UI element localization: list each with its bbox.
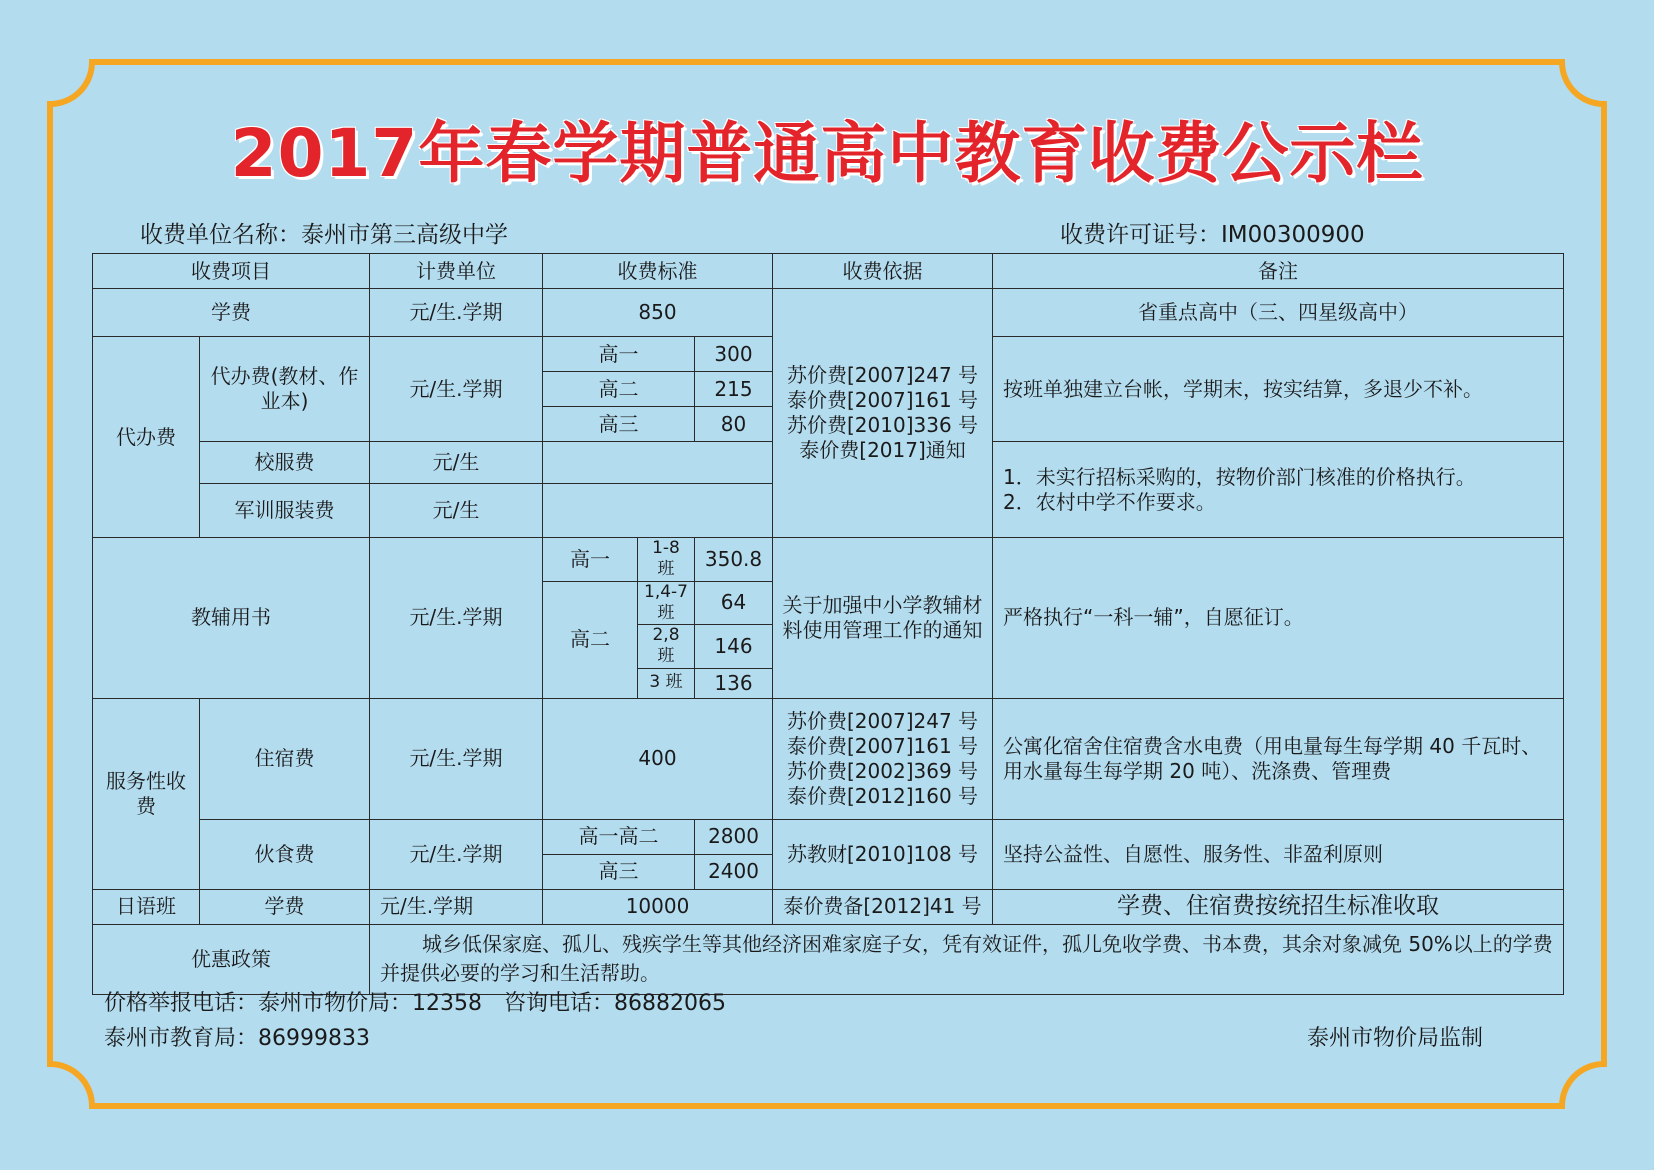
meals-basis: 苏教财[2010]108 号 bbox=[773, 819, 993, 889]
meals-value: 2400 bbox=[695, 854, 773, 889]
japanese-standard: 10000 bbox=[543, 889, 773, 924]
japanese-remark: 学费、住宿费按统招生标准收取 bbox=[993, 889, 1564, 924]
basis-line: 苏价费[2010]336 号 bbox=[787, 413, 979, 437]
basis-line: 泰价费[2007]161 号 bbox=[787, 388, 979, 412]
table-row bbox=[93, 819, 1564, 854]
books-name: 教辅用书 bbox=[93, 538, 370, 699]
agency-group: 代办费 bbox=[93, 337, 200, 538]
header-remark: 备注 bbox=[993, 254, 1564, 289]
books-class: 2,8 班 bbox=[638, 625, 695, 669]
education-bureau-phone: 泰州市教育局：86999833 bbox=[104, 1026, 370, 1051]
books-value: 350.8 bbox=[695, 538, 773, 582]
lodging-basis bbox=[773, 698, 993, 819]
lodging-name: 住宿费 bbox=[200, 698, 370, 819]
header-standard: 收费标准 bbox=[543, 254, 773, 289]
table-row bbox=[93, 924, 1564, 994]
table-row bbox=[93, 538, 1564, 582]
military-unit: 元/生 bbox=[370, 484, 543, 538]
remark-line: 1．未实行招标采购的，按物价部门核准的价格执行。 bbox=[1003, 464, 1476, 489]
basis-line: 泰价费[2007]161 号 bbox=[787, 733, 979, 758]
meals-grade: 高一高二 bbox=[543, 819, 695, 854]
books-grade: 高一 bbox=[543, 538, 638, 582]
books-grade: 高二 bbox=[543, 581, 638, 698]
books-class: 1,4-7 班 bbox=[638, 581, 695, 625]
table-row bbox=[93, 289, 1564, 337]
materials-value: 215 bbox=[695, 372, 773, 407]
table-header-row bbox=[93, 254, 1564, 289]
meals-remark: 坚持公益性、自愿性、服务性、非盈利原则 bbox=[993, 819, 1564, 889]
hotline: 价格举报电话：泰州市物价局：12358 咨询电话：86882065 bbox=[104, 991, 726, 1016]
meals-unit: 元/生.学期 bbox=[370, 819, 543, 889]
materials-remark: 按班单独建立台帐，学期末，按实结算，多退少不补。 bbox=[993, 337, 1564, 442]
books-value: 146 bbox=[695, 625, 773, 669]
basis-line: 泰价费[2017]通知 bbox=[799, 438, 966, 462]
header-basis: 收费依据 bbox=[773, 254, 993, 289]
books-basis: 关于加强中小学教辅材料使用管理工作的通知 bbox=[773, 538, 993, 699]
basis-line: 苏价费[2002]369 号 bbox=[787, 758, 979, 783]
lodging-unit: 元/生.学期 bbox=[370, 698, 543, 819]
table-row bbox=[93, 889, 1564, 924]
japanese-unit: 元/生.学期 bbox=[370, 889, 543, 924]
meals-name: 伙食费 bbox=[200, 819, 370, 889]
tuition-unit: 元/生.学期 bbox=[370, 289, 543, 337]
basis-line: 泰价费[2012]160 号 bbox=[787, 783, 979, 808]
lodging-remark: 公寓化宿舍住宿费含水电费（用电量每生每学期 40 千瓦时、用水量每生每学期 20 吨）、洗涤费、管理费 bbox=[993, 698, 1564, 819]
unit-name: 收费单位名称：泰州市第三高级中学 bbox=[140, 222, 508, 248]
meals-grade: 高三 bbox=[543, 854, 695, 889]
uniform-name: 校服费 bbox=[200, 442, 370, 484]
page-title: 2017年春学期普通高中教育收费公示栏 bbox=[230, 115, 1424, 192]
books-unit: 元/生.学期 bbox=[370, 538, 543, 699]
supervision-note: 泰州市物价局监制 bbox=[1307, 1026, 1484, 1051]
japanese-name: 学费 bbox=[200, 889, 370, 924]
service-group: 服务性收费 bbox=[93, 698, 200, 889]
fee-table bbox=[92, 253, 1564, 995]
books-value: 136 bbox=[695, 668, 773, 698]
materials-grade: 高一 bbox=[543, 337, 695, 372]
header-unit: 计费单位 bbox=[370, 254, 543, 289]
policy-text bbox=[370, 924, 1564, 994]
basis-line: 苏价费[2007]247 号 bbox=[787, 708, 979, 733]
policy-text-content: 城乡低保家庭、孤儿、残疾学生等其他经济困难家庭子女，凭有效证件，孤儿免收学费、书本费，其余对象减免 50%以上的学费并提供必要的学习和生活帮助。 bbox=[380, 932, 1553, 985]
tuition-name: 学费 bbox=[93, 289, 370, 337]
books-class: 3 班 bbox=[638, 668, 695, 698]
materials-value: 300 bbox=[695, 337, 773, 372]
tuition-remark: 省重点高中（三、四星级高中） bbox=[993, 289, 1564, 337]
japanese-basis: 泰价费备[2012]41 号 bbox=[773, 889, 993, 924]
remark-line: 2．农村中学不作要求。 bbox=[1003, 489, 1216, 514]
meals-value: 2800 bbox=[695, 819, 773, 854]
military-name: 军训服装费 bbox=[200, 484, 370, 538]
permit-number: 收费许可证号：IM00300900 bbox=[1060, 222, 1365, 248]
table-row bbox=[93, 698, 1564, 819]
tuition-standard: 850 bbox=[543, 289, 773, 337]
books-value: 64 bbox=[695, 581, 773, 625]
materials-grade: 高三 bbox=[543, 407, 695, 442]
books-class: 1-8 班 bbox=[638, 538, 695, 582]
books-remark: 严格执行“一科一辅”，自愿征订。 bbox=[993, 538, 1564, 699]
header-item: 收费项目 bbox=[93, 254, 370, 289]
materials-name: 代办费(教材、作业本) bbox=[200, 337, 370, 442]
basis-line: 苏价费[2007]247 号 bbox=[787, 363, 979, 387]
materials-unit: 元/生.学期 bbox=[370, 337, 543, 442]
policy-name: 优惠政策 bbox=[93, 924, 370, 994]
uniform-standard bbox=[543, 442, 773, 484]
military-standard bbox=[543, 484, 773, 538]
materials-grade: 高二 bbox=[543, 372, 695, 407]
agency-basis bbox=[773, 289, 993, 538]
uniform-unit: 元/生 bbox=[370, 442, 543, 484]
materials-value: 80 bbox=[695, 407, 773, 442]
japanese-group: 日语班 bbox=[93, 889, 200, 924]
agency-remark bbox=[993, 442, 1564, 538]
lodging-standard: 400 bbox=[543, 698, 773, 819]
